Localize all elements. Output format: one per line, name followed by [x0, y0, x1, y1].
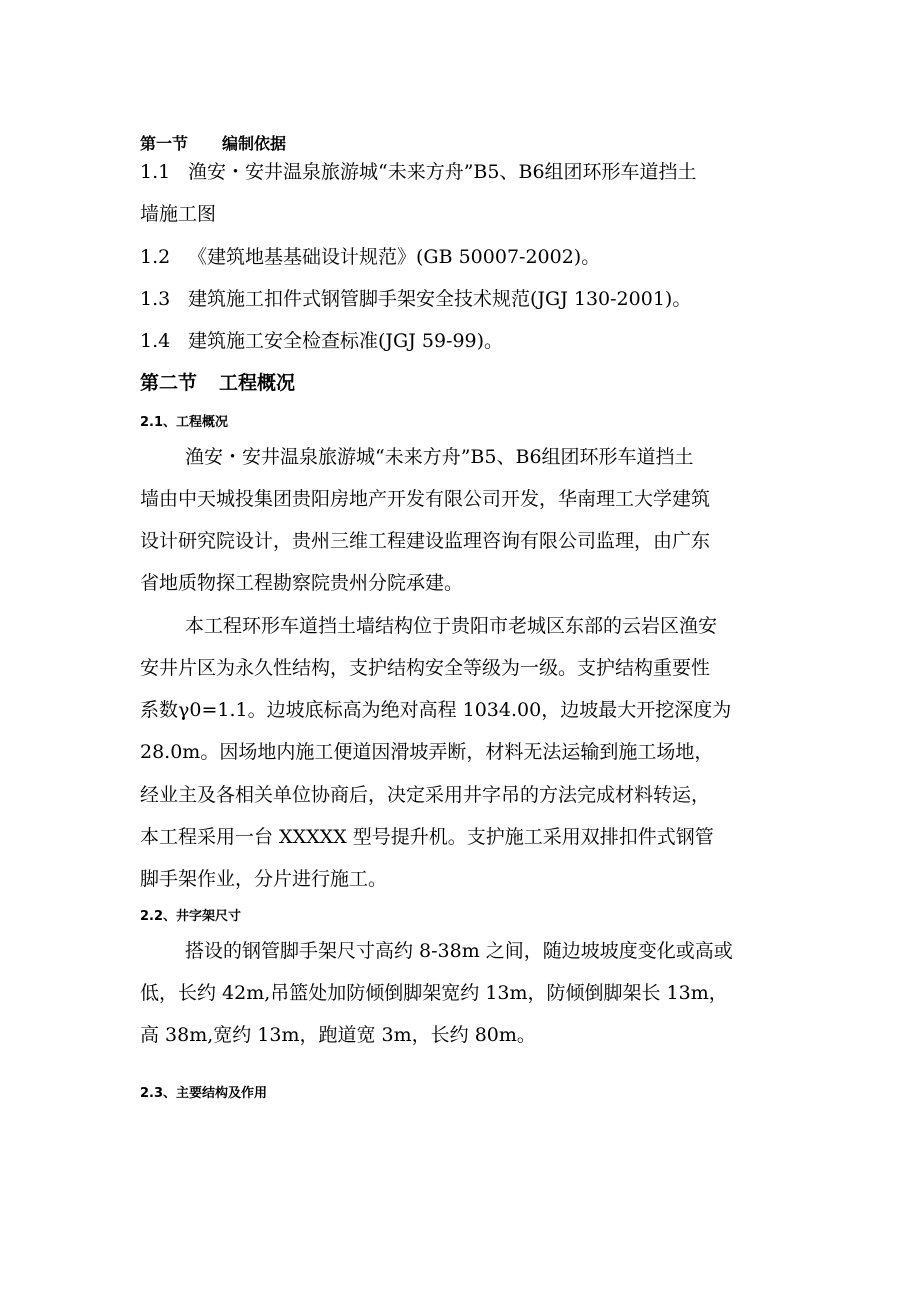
paragraph-line: 本工程环形车道挡土墙结构位于贵阳市老城区东部的云岩区渔安 — [185, 615, 718, 637]
paragraph-line: 脚手架作业，分片进行施工。 — [140, 868, 388, 890]
paragraph-line: 28.0m。因场地内施工便道因滑坡弄断，材料无法运输到施工场地， — [140, 741, 714, 763]
section-2-title: 工程概况 — [219, 372, 296, 394]
subsection-2-2-heading: 2.2、井字架尺寸 — [140, 909, 242, 924]
section-2-heading — [140, 372, 295, 394]
paragraph-line: 渔安・安井温泉旅游城“未来方舟”B5、B6组团环形车道挡土 — [185, 446, 694, 468]
item-number: 1.2 — [140, 246, 171, 268]
paragraph-line: 搭设的钢管脚手架尺寸高约 8-38m 之间，随边坡坡度变化或高或 — [185, 940, 733, 962]
list-item — [140, 288, 691, 310]
item-text: 建筑施工扣件式钢管脚手架安全技术规范(JGJ 130-2001)。 — [188, 288, 692, 310]
list-item — [140, 246, 600, 268]
item-number: 1.1 — [140, 161, 171, 183]
item-text: 建筑施工安全检查标准(JGJ 59-99)。 — [188, 330, 504, 352]
item-number: 1.3 — [140, 288, 171, 310]
paragraph-line: 经业主及各相关单位协商后，决定采用井字吊的方法完成材料转运， — [140, 784, 711, 806]
item-text: 渔安・安井温泉旅游城“未来方舟”B5、B6组团环形车道挡土 — [188, 161, 697, 183]
list-item-continuation — [140, 203, 216, 225]
section-1-heading — [140, 133, 286, 155]
subsection-2-1-heading: 2.1、工程概况 — [140, 415, 229, 430]
section-2-number: 第二节 — [140, 372, 198, 394]
section-1-title: 编制依据 — [222, 134, 287, 153]
paragraph-line: 省地质物探工程勘察院贵州分院承建。 — [140, 572, 464, 594]
item-number: 1.4 — [140, 330, 171, 352]
paragraph-line: 设计研究院设计，贵州三维工程建设监理咨询有限公司监理，由广东 — [140, 530, 711, 552]
list-item — [140, 161, 697, 183]
paragraph-line: 系数γ0=1.1。边坡底标高为绝对高程 1034.00，边坡最大开挖深度为 — [140, 699, 732, 721]
paragraph-line: 本工程采用一台 XXXXX 型号提升机。支护施工采用双排扣件式钢管 — [140, 826, 714, 848]
list-item — [140, 330, 503, 352]
paragraph-line: 低，长约 42m,吊篮处加防倾倒脚架宽约 13m，防倾倒脚架长 13m， — [140, 982, 728, 1004]
paragraph-line: 墙由中天城投集团贵阳房地产开发有限公司开发，华南理工大学建筑 — [140, 488, 711, 510]
paragraph-line: 安井片区为永久性结构，支护结构安全等级为一级。支护结构重要性 — [140, 657, 711, 679]
paragraph-line: 高 38m,宽约 13m，跑道宽 3m，长约 80m。 — [140, 1024, 536, 1046]
subsection-2-3-heading: 2.3、主要结构及作用 — [140, 1086, 268, 1101]
item-text: 《建筑地基基础设计规范》(GB 50007-2002)。 — [188, 246, 601, 268]
item-text: 墙施工图 — [140, 203, 217, 225]
section-1-number: 第一节 — [140, 134, 189, 153]
